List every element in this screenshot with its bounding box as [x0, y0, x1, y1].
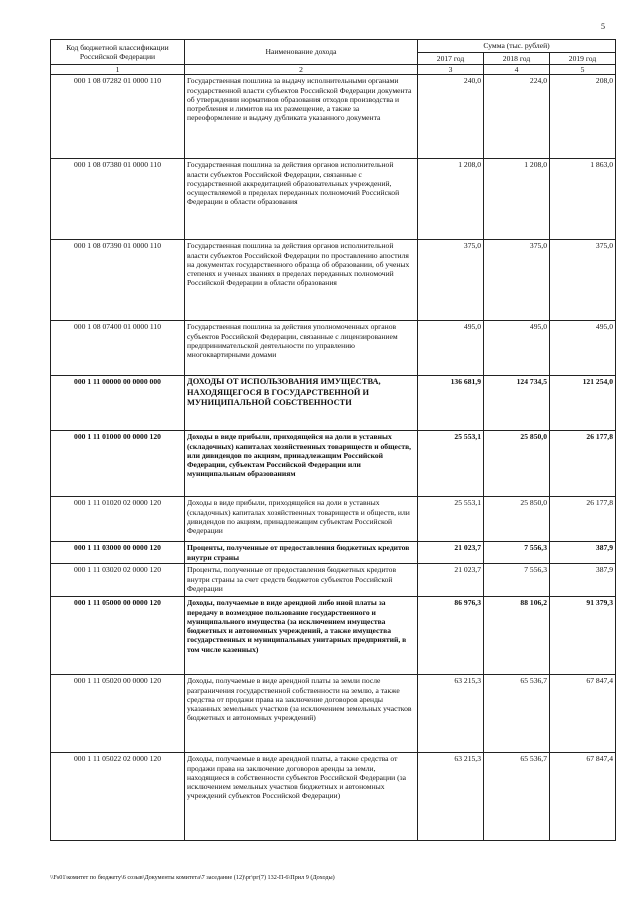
- row-value-2019: 375,0: [550, 240, 616, 321]
- row-value-2019: 91 379,3: [550, 597, 616, 675]
- row-value-2017: 136 681,9: [418, 376, 484, 431]
- row-name: Доходы, получаемые в виде арендной платы, а также средства от продажи права на заключение договоров аренды за земли, находящиеся в собственности субъектов Российской Федерации (за исключением земельных участков бюджетных и автономных учреждений субъектов Российской Федерации): [185, 753, 418, 841]
- header-sum: Сумма (тыс. рублей): [418, 40, 616, 53]
- row-code: 000 1 11 05000 00 0000 120: [51, 597, 185, 675]
- table-row: [51, 321, 616, 376]
- header-year-2019: 2019 год: [550, 52, 616, 65]
- row-value-2018: 495,0: [484, 321, 550, 376]
- row-code: 000 1 11 05020 00 0000 120: [51, 675, 185, 753]
- file-path-footer: \\Fs01\комитет по бюджету\6 созыв\Документы комитета\7 заседание (12)\рг\рг(7) 132-П-6\Прил 9 (Доходы): [50, 874, 335, 881]
- row-name: Доходы в виде прибыли, приходящейся на доли в уставных (складочных) капиталах хозяйственных товариществ и обществ, или дивидендов по акциям, принадлежащим Российской Федерации, субъектам Российской Федерации или муниципальным образованиям: [185, 431, 418, 497]
- table-row: [51, 542, 616, 564]
- table-row: [51, 597, 616, 675]
- row-value-2019: 67 847,4: [550, 675, 616, 753]
- row-value-2019: 495,0: [550, 321, 616, 376]
- row-value-2019: 1 863,0: [550, 159, 616, 240]
- row-value-2019: 67 847,4: [550, 753, 616, 841]
- row-value-2018: 25 850,0: [484, 497, 550, 542]
- row-value-2017: 63 215,3: [418, 753, 484, 841]
- header-year-2017: 2017 год: [418, 52, 484, 65]
- header-code: Код бюджетной классификации Российской Федерации: [51, 40, 185, 65]
- column-number: 4: [484, 65, 550, 75]
- row-value-2017: 1 208,0: [418, 159, 484, 240]
- table-row: [51, 431, 616, 497]
- row-value-2019: 208,0: [550, 75, 616, 159]
- table-row: [51, 675, 616, 753]
- table-row: [51, 497, 616, 542]
- revenue-table: [50, 39, 616, 841]
- row-code: 000 1 08 07282 01 0000 110: [51, 75, 185, 159]
- row-value-2018: 7 556,3: [484, 564, 550, 597]
- table-row: [51, 159, 616, 240]
- column-number: 2: [185, 65, 418, 75]
- row-value-2017: 25 553,1: [418, 431, 484, 497]
- row-code: 000 1 11 01000 00 0000 120: [51, 431, 185, 497]
- row-value-2018: 1 208,0: [484, 159, 550, 240]
- row-code: 000 1 11 01020 02 0000 120: [51, 497, 185, 542]
- row-code: 000 1 11 05022 02 0000 120: [51, 753, 185, 841]
- row-value-2018: 88 106,2: [484, 597, 550, 675]
- row-name: Проценты, полученные от предоставления бюджетных кредитов внутри страны за счет средств бюджетов субъектов Российской Федерации: [185, 564, 418, 597]
- row-value-2018: 224,0: [484, 75, 550, 159]
- page-number: 5: [601, 22, 605, 31]
- row-name: Доходы, получаемые в виде арендной либо иной платы за передачу в возмездное пользование государственного и муниципального имущества (за исключением имущества бюджетных и автономных учреждений, а также имущества государственных и муниципальных унитарных предприятий, в том числе казенных): [185, 597, 418, 675]
- row-code: 000 1 11 03000 00 0000 120: [51, 542, 185, 564]
- row-value-2017: 495,0: [418, 321, 484, 376]
- column-number: 3: [418, 65, 484, 75]
- row-name: Проценты, полученные от предоставления бюджетных кредитов внутри страны: [185, 542, 418, 564]
- row-value-2017: 240,0: [418, 75, 484, 159]
- row-value-2018: 375,0: [484, 240, 550, 321]
- row-value-2019: 387,9: [550, 564, 616, 597]
- row-value-2018: 7 556,3: [484, 542, 550, 564]
- row-name: ДОХОДЫ ОТ ИСПОЛЬЗОВАНИЯ ИМУЩЕСТВА, НАХОДЯЩЕГОСЯ В ГОСУДАРСТВЕННОЙ И МУНИЦИПАЛЬНОЙ СОБСТВЕННОСТИ: [185, 376, 418, 431]
- row-value-2017: 375,0: [418, 240, 484, 321]
- column-number: 1: [51, 65, 185, 75]
- row-value-2017: 21 023,7: [418, 564, 484, 597]
- row-code: 000 1 11 00000 00 0000 000: [51, 376, 185, 431]
- row-value-2018: 65 536,7: [484, 753, 550, 841]
- header-year-2018: 2018 год: [484, 52, 550, 65]
- row-value-2019: 121 254,0: [550, 376, 616, 431]
- row-code: 000 1 08 07380 01 0000 110: [51, 159, 185, 240]
- row-value-2018: 25 850,0: [484, 431, 550, 497]
- row-value-2017: 21 023,7: [418, 542, 484, 564]
- table-row: [51, 240, 616, 321]
- row-code: 000 1 08 07400 01 0000 110: [51, 321, 185, 376]
- table-row: [51, 753, 616, 841]
- row-code: 000 1 11 03020 02 0000 120: [51, 564, 185, 597]
- row-value-2017: 86 976,3: [418, 597, 484, 675]
- row-value-2019: 26 177,8: [550, 497, 616, 542]
- row-value-2017: 63 215,3: [418, 675, 484, 753]
- table-row: [51, 564, 616, 597]
- row-name: Государственная пошлина за действия уполномоченных органов субъектов Российской Федерации, связанные с лицензированием предпринимательской деятельности по управлению многоквартирными домами: [185, 321, 418, 376]
- row-value-2019: 387,9: [550, 542, 616, 564]
- table-row: [51, 75, 616, 159]
- row-value-2018: 124 734,5: [484, 376, 550, 431]
- column-number: 5: [550, 65, 616, 75]
- row-code: 000 1 08 07390 01 0000 110: [51, 240, 185, 321]
- table-row: [51, 376, 616, 431]
- row-value-2018: 65 536,7: [484, 675, 550, 753]
- row-name: Доходы, получаемые в виде арендной платы за земли после разграничения государственной собственности на землю, а также средства от продажи права на заключение договоров аренды указанных земельных участков (за исключением земельных участков бюджетных и автономных учреждений): [185, 675, 418, 753]
- row-name: Доходы в виде прибыли, приходящейся на доли в уставных (складочных) капиталах хозяйственных товариществ и обществ, или дивидендов по акциям, принадлежащим субъектам Российской Федерации: [185, 497, 418, 542]
- row-value-2017: 25 553,1: [418, 497, 484, 542]
- row-name: Государственная пошлина за действия органов исполнительной власти субъектов Российской Федерации по проставлению апостиля на документах государственного образца об образовании, об ученых степенях и ученых званиях в пределах переданных полномочий Российской Федерации в области образования: [185, 240, 418, 321]
- row-value-2019: 26 177,8: [550, 431, 616, 497]
- header-name: Наименование дохода: [185, 40, 418, 65]
- row-name: Государственная пошлина за выдачу исполнительными органами государственной власти субъектов Российской Федерации документа об утверждении нормативов образования отходов производства и потребления и лимитов на их размещение, а также за переоформление и выдачу дубликата указанного документа: [185, 75, 418, 159]
- row-name: Государственная пошлина за действия органов исполнительной власти субъектов Российской Федерации, связанные с государственной аккредитацией образовательных учреждений, осуществляемой в пределах переданных полномочий Российской Федерации в области образования: [185, 159, 418, 240]
